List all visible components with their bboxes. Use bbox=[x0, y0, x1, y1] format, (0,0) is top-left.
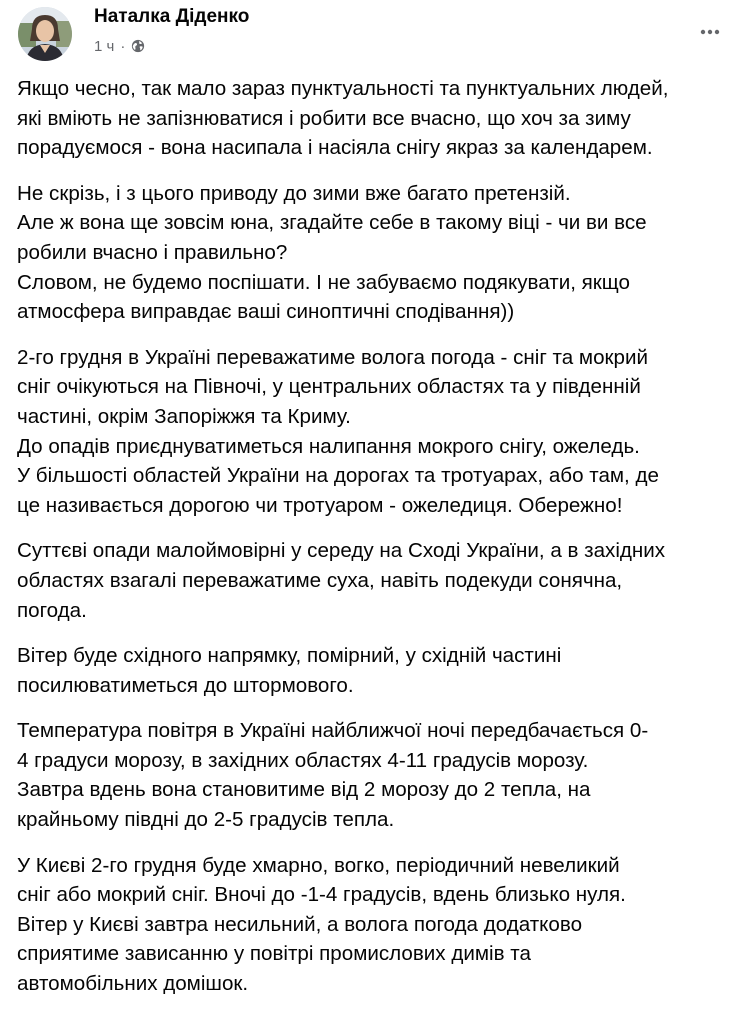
post-paragraph: Не скрізь, і з цього приводу до зими вже багато претензій. Але ж вона ще зовсім юна, згадайте себе в такому віці - чи ви все робили вчасно і правильно? Словом, не будемо поспішати. І не забуваємо подякувати, якщо атмосфера виправдає ваші синоптичні сподівання)) bbox=[17, 181, 647, 324]
post-paragraph: У Києві 2-го грудня буде хмарно, вогко, періодичний невеликий сніг або мокрий сніг. Вночі до -1-4 градусів, вдень близько нуля. Вітер у Києві завтра несильний, а волога погода додатково сприятиме зависанню у повітрі промислових димів та автомобільних домішок. bbox=[17, 853, 626, 996]
post-header bbox=[0, 0, 749, 72]
author-avatar[interactable] bbox=[18, 7, 72, 61]
more-options-button[interactable] bbox=[690, 14, 730, 54]
globe-icon bbox=[131, 39, 145, 53]
post-paragraph: Якщо чесно, так мало зараз пунктуальності та пунктуальних людей, які вміють не запізнюватися і робити все вчасно, що хоч за зиму порадуємося - вона насипала і насіяла снігу якраз за календарем. bbox=[17, 77, 669, 160]
post-timestamp[interactable]: 1 ч bbox=[94, 37, 115, 55]
meta-separator: · bbox=[120, 37, 126, 55]
post-paragraph: Вітер буде східного напрямку, помірний, у східній частині посилюватиметься до штормового. bbox=[17, 644, 562, 697]
post-paragraph: Суттєві опади малоймовірні у середу на Сході України, а в західних областях взагалі переважатиме суха, навіть подекуди сонячна, погода. bbox=[17, 539, 666, 622]
post-body bbox=[17, 74, 737, 1015]
post-meta bbox=[94, 36, 145, 56]
post-paragraph: Температура повітря в Україні найближчої ночі передбачається 0- 4 градуси морозу, в західних областях 4-11 градусів морозу. Завтра вдень вона становитиме від 2 морозу до 2 тепла, на крайньому півдні до 2-5 градусів тепла. bbox=[17, 719, 649, 832]
more-options-icon bbox=[698, 20, 722, 49]
post-paragraph: 2-го грудня в Україні переважатиме волога погода - сніг та мокрий сніг очікуються на Півночі, у центральних областях та у південній частині, окрім Запоріжжя та Криму. До опадів приєднуватиметься налипання мокрого снігу, ожеледь. У більшості областей України на дорогах та тротуарах, або там, де це називається дорогою чи тротуаром - ожеледиця. Обережно! bbox=[17, 345, 659, 517]
author-name[interactable]: Наталка Діденко bbox=[94, 6, 250, 27]
